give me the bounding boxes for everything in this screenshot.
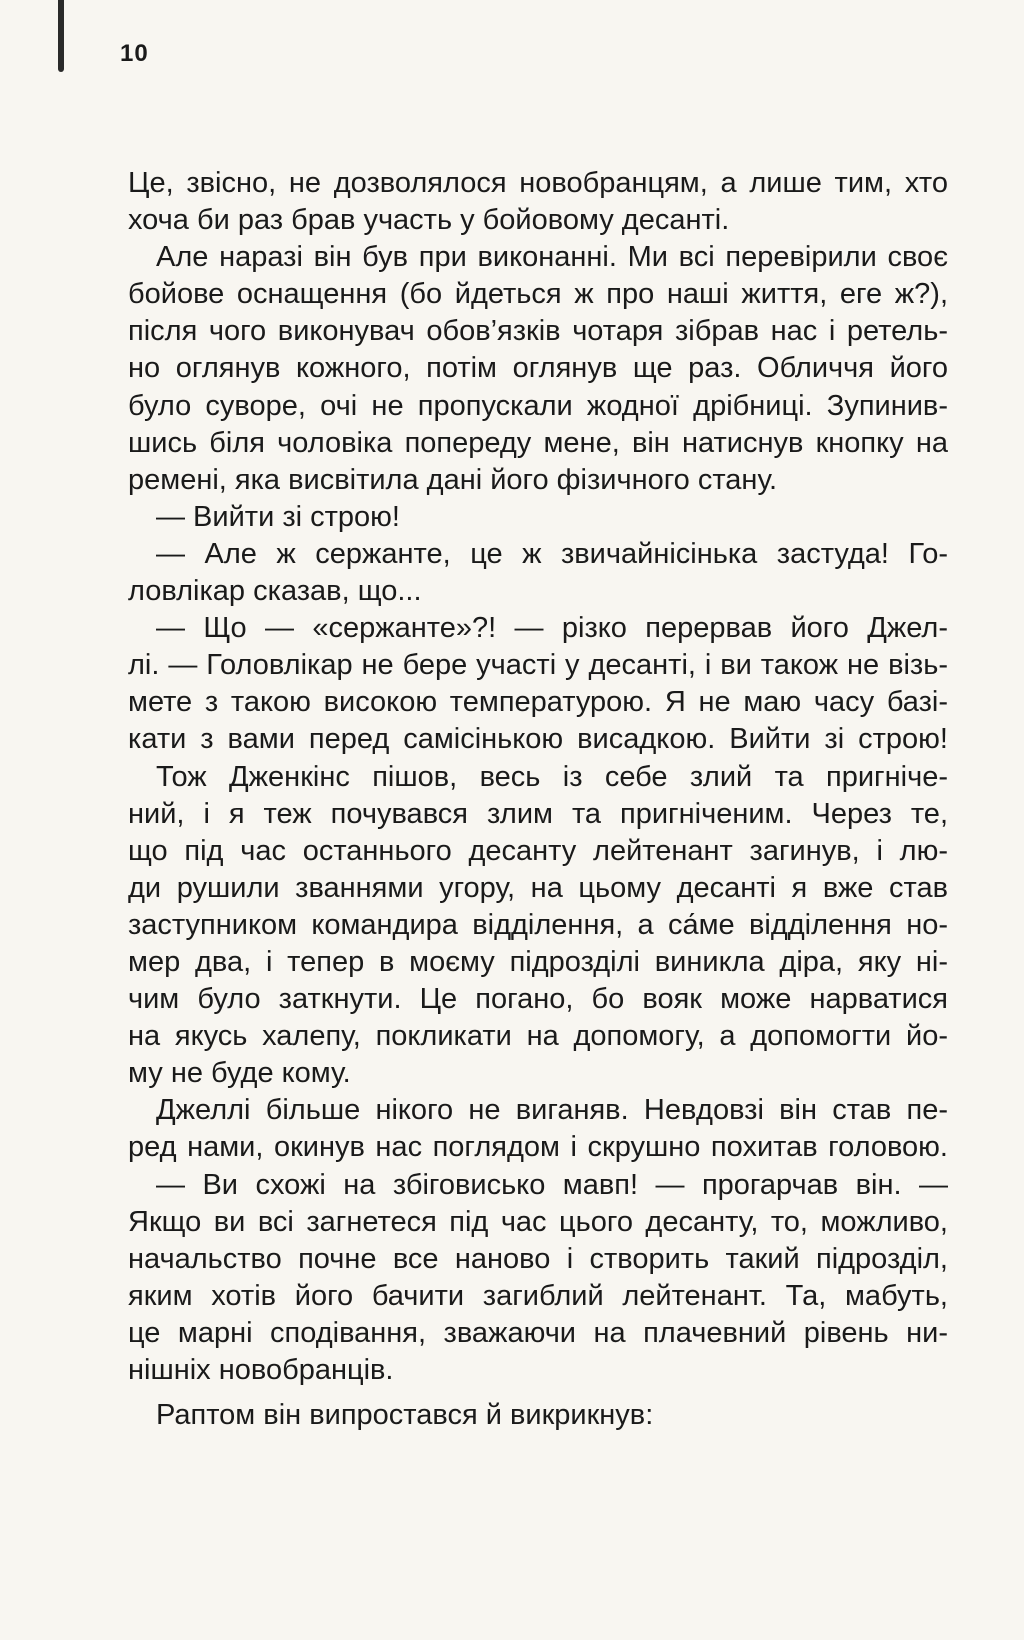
text-line: Джеллі більше нікого не виганяв. Невдовзі він став пе- [156, 1094, 948, 1127]
text-line: після чого виконувач обов’язків чотаря зібрав нас і ретель- [128, 315, 948, 348]
text-line: ремені, яка висвітила дані його фізичного стану. [128, 463, 778, 496]
text-line: ловлікар сказав, що... [128, 575, 422, 608]
text-line: що під час останнього десанту лейтенант загинув, і лю- [128, 834, 948, 867]
text-line: шись біля чоловіка попереду мене, він натиснув кнопку на [128, 426, 948, 459]
text-line: — Ви схожі на збіговисько мавп! — прогарчав він. — [156, 1168, 948, 1201]
text-line: на якусь халепу, покликати на допомогу, а допомогти йо- [128, 1020, 948, 1053]
text-line: — Що — «сержанте»?! — різко перервав його Джел- [156, 612, 948, 645]
text-line: — Вийти зі строю! [156, 500, 400, 533]
text-line: нішніх новобранців. [128, 1354, 394, 1386]
text-line: Якщо ви всі загнетеся під час цього десанту, то, можливо, [128, 1205, 948, 1238]
text-line: заступником командира відділення, а са́ме відділення но- [128, 908, 948, 941]
text-line: — Але ж сержанте, це ж звичайнісінька застуда! Го- [156, 537, 948, 570]
text-line: яким хотів його бачити загиблий лейтенант. Та, мабуть, [128, 1279, 948, 1312]
page-edge-mark [58, 0, 64, 72]
text-line: чим було заткнути. Це погано, бо вояк може нарватися [128, 983, 948, 1016]
text-line: було суворе, очі не пропускали жодної дрібниці. Зупинив- [128, 389, 948, 422]
text-line: Раптом він випростався й викрикнув: [156, 1399, 654, 1432]
text-line: Але наразі він був при виконанні. Ми всі перевірили своє [156, 241, 948, 274]
text-line: Це, звісно, не дозволялося новобранцям, а лише тим, хто [128, 167, 948, 199]
text-line: ний, і я теж почувався злим та пригніченим. Через те, [128, 797, 948, 830]
text-line: му не буде кому. [128, 1057, 351, 1090]
text-line: кати з вами перед самісінькою висадкою. Вийти зі строю! [128, 723, 948, 756]
text-line: мете з такою високою температурою. Я не маю часу базі- [128, 686, 948, 719]
page-text [128, 165, 948, 1434]
page-number: 10 [120, 40, 149, 67]
text-line: ред нами, окинув нас поглядом і скрушно похитав головою. [128, 1131, 948, 1164]
text-line: мер два, і тепер в моєму підрозділі виникла діра, яку ні- [128, 945, 948, 978]
text-line: лі. — Головлікар не бере участі у десанті, і ви також не візь- [128, 649, 948, 682]
text-line: бойове оснащення (бо йдеться ж про наші життя, еге ж?), [128, 278, 948, 311]
text-line: ди рушили званнями угору, на цьому десанті я вже став [128, 871, 948, 904]
text-line: Тож Дженкінс пішов, весь із себе злий та пригніче- [156, 760, 948, 793]
text-line: це марні сподівання, зважаючи на плачевний рівень ни- [128, 1316, 948, 1349]
text-line: хоча би раз брав участь у бойовому десанті. [128, 204, 730, 237]
text-line: но оглянув кожного, потім оглянув ще раз. Обличчя його [128, 352, 948, 385]
text-line: начальство почне все наново і створить такий підрозділ, [128, 1242, 948, 1275]
